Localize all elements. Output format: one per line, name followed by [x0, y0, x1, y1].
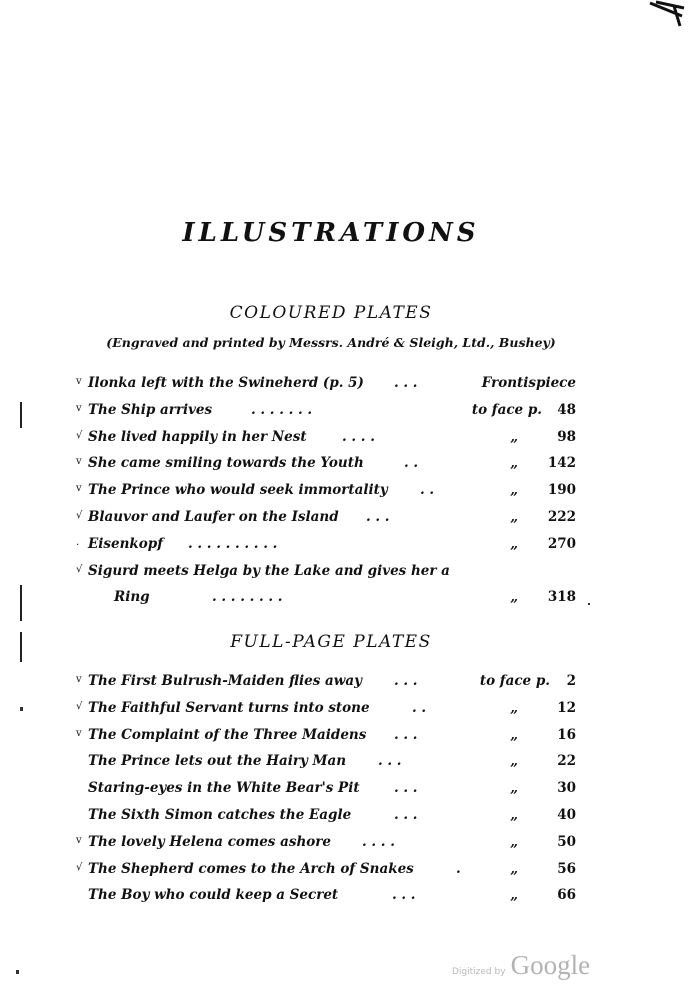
plate-title: Sigurd meets Helga by the Lake and gives her a — [88, 562, 450, 579]
page-number: 222 — [547, 508, 576, 525]
leader-dots: . . . — [394, 780, 418, 797]
check-mark: v — [76, 834, 82, 846]
plate-reference: „ — [510, 588, 518, 605]
page-number: 22 — [557, 753, 576, 770]
check-mark: v — [76, 402, 82, 414]
corner-scribble-mark — [646, 0, 686, 28]
plate-title: The Prince who would seek immortality — [88, 482, 388, 499]
coloured-plates-subheading: (Engraved and printed by Messrs. André & Sleigh, Ltd., Bushey) — [106, 335, 556, 350]
plate-reference: „ — [510, 535, 518, 552]
plate-title: The First Bulrush-Maiden flies away — [88, 673, 362, 689]
full-page-plates-list — [76, 673, 576, 914]
list-item — [76, 727, 576, 754]
list-item — [76, 887, 576, 914]
plate-title: The Boy who could keep a Secret — [88, 887, 339, 904]
list-item — [76, 509, 576, 536]
coloured-plates-heading: COLOURED PLATES — [229, 303, 433, 323]
leader-dots: . . . — [394, 673, 418, 689]
page-number: 30 — [557, 780, 576, 797]
plate-title: The Faithful Servant turns into stone — [88, 699, 370, 716]
list-item — [76, 402, 576, 429]
plate-title: Eisenkopf — [88, 535, 164, 552]
list-item — [76, 455, 576, 482]
list-item — [76, 861, 576, 888]
check-mark: v — [76, 727, 82, 739]
leader-dots: . . . . . . . . — [212, 588, 283, 605]
plate-title: The Sixth Simon catches the Eagle — [88, 806, 352, 823]
plate-reference: to face p. — [479, 673, 550, 689]
plate-title: The Ship arrives — [88, 401, 213, 418]
leader-dots: . . . . — [362, 833, 395, 850]
page-number: 56 — [557, 860, 576, 877]
leader-dots: . . — [412, 699, 427, 716]
plate-reference: „ — [510, 833, 518, 850]
plate-title: Staring-eyes in the White Bear's Pit — [88, 780, 360, 797]
margin-speck — [16, 970, 19, 974]
plate-title: The Prince lets out the Hairy Man — [88, 753, 347, 770]
page-number: 48 — [557, 401, 576, 418]
plate-reference: to face p. — [471, 401, 542, 418]
leader-dots: . . . . . . . . . . — [188, 535, 278, 552]
page-number: 16 — [557, 726, 576, 743]
leader-dots: . . . — [394, 806, 418, 823]
plate-reference: „ — [510, 482, 518, 499]
plate-title: The Shepherd comes to the Arch of Snakes — [88, 860, 414, 877]
plate-title-continuation: Ring — [114, 588, 150, 605]
leader-dots: . . . . . . . — [251, 401, 313, 418]
margin-pencil-mark — [20, 585, 22, 621]
page-number: 12 — [557, 699, 576, 716]
page-number: 142 — [547, 455, 576, 472]
margin-speck — [20, 707, 23, 711]
list-item — [76, 482, 576, 509]
check-mark: √ — [76, 509, 83, 521]
plate-reference: „ — [510, 753, 518, 770]
page-number: 40 — [557, 806, 576, 823]
check-mark: v — [76, 376, 82, 387]
list-item — [76, 834, 576, 861]
leader-dots: . . . . — [342, 428, 375, 445]
plate-title: The Complaint of the Three Maidens — [88, 726, 367, 743]
check-mark: √ — [76, 429, 83, 441]
margin-pencil-mark — [20, 632, 22, 662]
list-item — [76, 536, 576, 563]
plate-reference: Frontispiece — [481, 375, 576, 391]
plate-reference: „ — [510, 699, 518, 716]
leader-dots: . . . — [392, 887, 416, 904]
full-page-plates-heading: FULL-PAGE PLATES — [230, 632, 432, 652]
plate-reference: „ — [510, 887, 518, 904]
check-mark: v — [76, 483, 82, 495]
plate-title: She lived happily in her Nest — [88, 428, 307, 445]
leader-dots: . . . — [394, 375, 418, 391]
leader-dots: . . . — [394, 726, 418, 743]
plate-reference: „ — [510, 726, 518, 743]
plate-title: She came smiling towards the Youth — [88, 455, 364, 472]
plate-reference: „ — [510, 455, 518, 472]
page-number: 98 — [557, 428, 576, 445]
google-logo: Google — [510, 950, 591, 980]
page-number: 2 — [566, 673, 576, 689]
digitized-by-label: Digitized by — [452, 967, 506, 977]
leader-dots: . . — [420, 482, 435, 499]
list-item — [76, 753, 576, 780]
list-item — [76, 429, 576, 456]
check-mark: . — [76, 536, 80, 548]
leader-dots: . . . — [378, 753, 402, 770]
plate-reference: „ — [510, 806, 518, 823]
list-item — [76, 673, 576, 700]
coloured-plates-list — [76, 375, 576, 616]
plate-reference: „ — [510, 428, 518, 445]
check-mark: √ — [76, 861, 83, 873]
leader-dots: . . . — [366, 508, 390, 525]
list-item — [76, 807, 576, 834]
page-number: 50 — [557, 833, 576, 850]
page-number: 190 — [547, 482, 576, 499]
plate-title: Blauvor and Laufer on the Island — [88, 508, 339, 525]
page-number: 318 — [547, 588, 576, 605]
margin-pencil-mark — [20, 402, 22, 428]
list-item — [76, 563, 576, 616]
margin-speck — [588, 603, 590, 605]
plate-title: Ilonka left with the Swineherd (p. 5) — [88, 375, 364, 391]
check-mark: √ — [76, 700, 83, 712]
plate-title: The lovely Helena comes ashore — [88, 833, 331, 850]
list-item — [76, 375, 576, 402]
list-item — [76, 700, 576, 727]
page-title: ILLUSTRATIONS — [182, 218, 480, 248]
check-mark: √ — [76, 563, 83, 575]
check-mark: v — [76, 456, 82, 468]
page-number: 270 — [547, 535, 576, 552]
plate-reference: „ — [510, 508, 518, 525]
leader-dots: . . — [404, 455, 419, 472]
list-item — [76, 780, 576, 807]
plate-reference: „ — [510, 860, 518, 877]
digitized-by-watermark — [452, 950, 590, 981]
plate-reference: „ — [510, 780, 518, 797]
leader-dots: . — [456, 860, 461, 877]
page-number: 66 — [557, 887, 576, 904]
check-mark: v — [76, 674, 82, 685]
